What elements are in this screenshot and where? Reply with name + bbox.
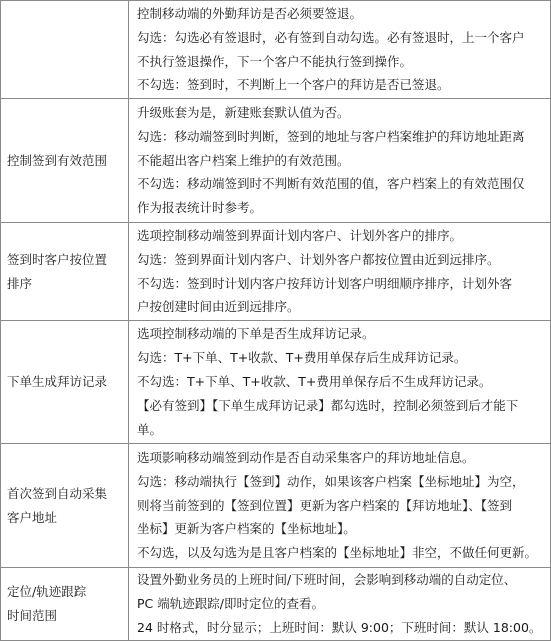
setting-name-line: 排序 <box>7 275 33 291</box>
setting-name-cell <box>1 223 129 321</box>
setting-description-cell <box>129 1 551 99</box>
setting-row <box>1 223 551 321</box>
setting-row <box>1 1 551 99</box>
description-line: 不执行签退操作，下一个客户不能执行签到操作。 <box>137 53 413 69</box>
description-line: 勾选：移动端执行【签到】动作，如果该客户档案【坐标地址】为空， <box>137 473 525 489</box>
settings-table-body <box>1 1 551 641</box>
setting-description-cell <box>129 321 551 444</box>
description-line: PC 端轨迹跟踪/即时定位的查看。 <box>137 595 324 611</box>
setting-name-line: 首次签到自动采集 <box>7 485 108 501</box>
setting-name-cell <box>1 444 129 568</box>
description-line: 【必有签到】【下单生成拜访记录】都勾选时，控制必须签到后才能下 <box>137 397 519 413</box>
description-line: 选项控制移动端签到界面计划内客户、计划外客户的排序。 <box>137 227 463 243</box>
setting-name-cell <box>1 321 129 444</box>
setting-name-line: 控制签到有效范围 <box>7 152 108 168</box>
description-line: 控制移动端的外勤拜访是否必须要签退。 <box>137 5 363 21</box>
description-line: 设置外勤业务员的上班时间/下班时间，会影响到移动端的自动定位、 <box>137 572 517 587</box>
description-line: 作为报表统计时参考。 <box>137 200 263 216</box>
description-line: 不勾选：签到时计划内客户按拜访计划客户明细顺序排序，计划外客 <box>137 275 513 291</box>
description-line: 坐标】更新为客户档案的【坐标地址】。 <box>137 521 356 537</box>
setting-name-line: 客户地址 <box>7 509 58 525</box>
description-line: 勾选：勾选必有签退时，必有签到自动勾选。必有签退时，上一个客户 <box>137 29 525 45</box>
description-line: 不勾选：签到时，不判断上一个客户的拜访是否已签退。 <box>137 77 450 93</box>
description-line: 选项控制移动端的下单是否生成拜访记录。 <box>137 326 375 342</box>
setting-description-cell <box>129 223 551 321</box>
description-line: 户按创建时间由近到远排序。 <box>137 299 300 315</box>
setting-row <box>1 99 551 223</box>
description-line: 不勾选：移动端签到时不判断有效范围的值，客户档案上的有效范围仅 <box>137 176 525 192</box>
setting-row <box>1 568 551 641</box>
description-line: 不勾选：T+下单、T+收款、T+费用单保存后不生成拜访记录。 <box>137 374 492 390</box>
setting-name-cell <box>1 1 129 99</box>
setting-name-line: 签到时客户按位置 <box>7 251 108 267</box>
description-line: 不勾选，以及勾选为是且客户档案的【坐标地址】非空，不做任何更新。 <box>137 545 538 561</box>
description-line: 勾选：签到界面计划内客户、计划外客户都按位置由近到远排序。 <box>137 251 500 267</box>
description-line: 24 时格式，时分显示；上班时间：默认 9:00；下班时间：默认 18:00。 <box>137 619 542 635</box>
description-line: 勾选：移动端签到时判断，签到的地址与客户档案维护的拜访地址距离 <box>137 128 525 144</box>
setting-name-cell <box>1 568 129 641</box>
description-line: 则将当前签到的【签到位置】更新为客户档案的【拜访地址】、【签到 <box>137 497 513 513</box>
setting-description-cell <box>129 568 551 641</box>
description-line: 升级账套为是，新建账套默认值为否。 <box>137 104 350 120</box>
description-line: 勾选：T+下单、T+收款、T+费用单保存后生成拜访记录。 <box>137 350 467 366</box>
setting-row <box>1 444 551 568</box>
description-line: 单。 <box>137 421 163 437</box>
setting-row <box>1 321 551 444</box>
setting-name-cell <box>1 99 129 223</box>
setting-description-cell <box>129 444 551 568</box>
setting-name-line: 下单生成拜访记录 <box>7 374 108 389</box>
setting-description-cell <box>129 99 551 223</box>
description-line: 不能超出客户档案上维护的有效范围。 <box>137 152 350 168</box>
description-line: 选项影响移动端签到动作是否自动采集客户的拜访地址信息。 <box>137 449 475 465</box>
setting-name-line: 时间范围 <box>7 607 58 623</box>
setting-name-line: 定位/轨迹跟踪 <box>7 583 87 599</box>
